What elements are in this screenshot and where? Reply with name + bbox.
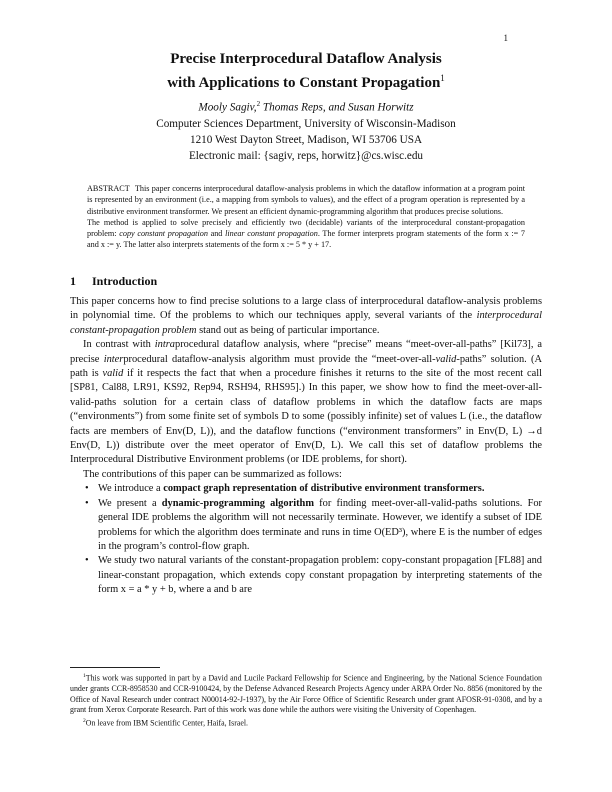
author-block <box>70 96 542 164</box>
footnote-1-mark: 1 <box>83 673 86 679</box>
body-paragraph-1 <box>70 295 542 338</box>
body-p2-a: In contrast with <box>83 339 155 351</box>
paper-title <box>70 50 542 93</box>
author-address: 1210 West Dayton Street, Madison, WI 53706 USA <box>189 133 423 146</box>
bullet-icon: • <box>85 483 89 495</box>
list-item <box>85 482 542 496</box>
title-footnote-mark: 1 <box>440 73 445 83</box>
footnotes <box>70 671 542 729</box>
author-names-rest: Thomas Reps, and Susan Horwitz <box>260 101 414 114</box>
abstract-term-linear: linear constant propagation <box>225 229 318 239</box>
section-number: 1 <box>70 274 76 288</box>
footnote-1 <box>70 671 542 716</box>
bullet-2-c: for finding meet-over-all-valid-paths solutions. For general IDE problems the algorithm will not necessarily terminate. However, we identify a subset of IDE problems for which the algorithm does terminate and runs in time O(ED³), where E is the number of edges in the program’s control-flow graph. <box>98 497 542 552</box>
bullet-1-bold: compact graph representation of distributive environment transformers. <box>163 483 485 495</box>
body-p2-valid-1: valid <box>435 353 457 365</box>
bullet-3-text: We study two natural variants of the constant-propagation problem: copy-constant propagation [FL88] and linear-constant propagation, which extends copy constant propagation by interpreting statements of the form x = a * y + b, where a and b are <box>98 555 542 596</box>
body-p2-g: -paths” solution. (A path is <box>70 353 542 380</box>
bullet-2-bold: dynamic-programming algorithm <box>161 497 314 509</box>
author-email: Electronic mail: {sagiv, reps, horwitz}@cs.wisc.edu <box>188 149 424 162</box>
list-item <box>85 497 542 555</box>
section-title: Introduction <box>92 274 158 288</box>
footnote-rule <box>70 667 160 668</box>
footnote-2-mark: 2 <box>83 718 86 724</box>
body-p2-e: procedural dataflow-analysis algorithm must provide the “meet-over-all- <box>123 353 436 365</box>
author-footnote-mark: 2 <box>256 100 261 108</box>
footnote-1-text: This work was supported in part by a David and Lucile Packard Fellowship for Science and Engineering, by the National Science Foundation under grants CCR-8958530 and CCR-9100424, by the Defense Advanced Research Projects Agency under ARPA Order No. 8856 (monitored by the Office of Naval Research under contract N00014-92-J-1937), by the Air Force Office of Scientific Research under grant AFOSR-91-0308, and by a grant from Xerox Corporate Research. Part of this work was done while the authors were visiting the University of Copenhagen. <box>70 673 542 715</box>
abstract-text-2e: . The former interprets program statements of the form x := 7 and x := y. The latter also interprets statements of the form x := 5 * y + 17. <box>87 229 525 250</box>
abstract-paragraph-1 <box>87 183 525 217</box>
title-line-1: Precise Interprocedural Dataflow Analysis <box>170 51 442 67</box>
body-paragraph-2 <box>70 338 542 468</box>
body-p2-intra: intra <box>154 339 176 351</box>
bullet-1-a: We introduce a <box>98 483 164 495</box>
body-p2-inter: inter <box>103 353 124 365</box>
body-p2-valid-2: valid <box>102 368 124 380</box>
abstract <box>87 183 525 251</box>
abstract-text-1: This paper concerns interprocedural dataflow-analysis problems in which the dataflow information at a program point is represented by an environment (i.e., a mapping from symbols to values), and the effect of a program operation is represented by a distributive environment transformer. We present an efficient dynamic-programming algorithm that produces precise solutions. <box>87 184 525 216</box>
contributions-list <box>70 482 542 597</box>
body-p2-i: if it respects the fact that when a procedure finishes it returns to the site of the most recent call [SP81, Cal88, LR91, KS92, Rep94, RSH94, RHS95].) In this paper, we show how to find the meet-over-all-valid-paths solution for a certain class of dataflow problems in which the dataflow facts are maps (“environments”) from some finite set of symbols D to some (possibly infinite) set of values L (i.e., the dataflow facts are members of Env(D, L)), and the dataflow functions (“environment transformers” in Env(D, L) →d Env(D, L)) distribute over the meet operator of Env(D, L). We call this set of dataflow problems the Interprocedural Distributive Environment problems (or IDE problems, for short). <box>70 368 542 466</box>
body-p2-c: procedural dataflow analysis, where “precise” means “meet-over-all-paths” [Kil73], a precise <box>70 339 542 365</box>
abstract-text-2c: and <box>207 229 226 239</box>
page-number: 1 <box>503 33 508 43</box>
body-text <box>70 295 542 598</box>
title-line-2 <box>70 69 542 93</box>
footnote-2 <box>70 716 542 729</box>
title-line-2-text: with Applications to Constant Propagation <box>167 75 441 91</box>
body-paragraph-3: The contributions of this paper can be summarized as follows: <box>83 468 342 480</box>
body-p1-c: stand out as being of particular importance. <box>196 324 380 336</box>
author-name-1: Mooly Sagiv, <box>198 101 257 114</box>
author-department: Computer Sciences Department, University of Wisconsin-Madison <box>156 117 456 130</box>
abstract-term-copy: copy constant propagation <box>119 229 208 239</box>
bullet-icon: • <box>85 497 89 509</box>
abstract-paragraph-2 <box>87 217 525 251</box>
author-names <box>70 96 542 116</box>
footnote-2-text: On leave from IBM Scientific Center, Haifa, Israel. <box>85 718 249 728</box>
section-heading <box>70 274 157 289</box>
body-p1-a: This paper concerns how to find precise solutions to a large class of interprocedural dataflow-analysis problems in polynomial time. Of the problems to which our techniques apply, several variants of the <box>70 296 542 322</box>
bullet-icon: • <box>85 555 89 567</box>
bullet-2-a: We present a <box>98 497 162 509</box>
abstract-text-2a: The method is applied to solve precisely and efficiently two (decidable) variants of the interprocedural constant-propagation problem: <box>87 217 525 239</box>
abstract-label: ABSTRACT <box>87 184 130 193</box>
body-p1-term: interprocedural constant-propagation problem <box>70 310 542 336</box>
list-item <box>85 554 542 597</box>
